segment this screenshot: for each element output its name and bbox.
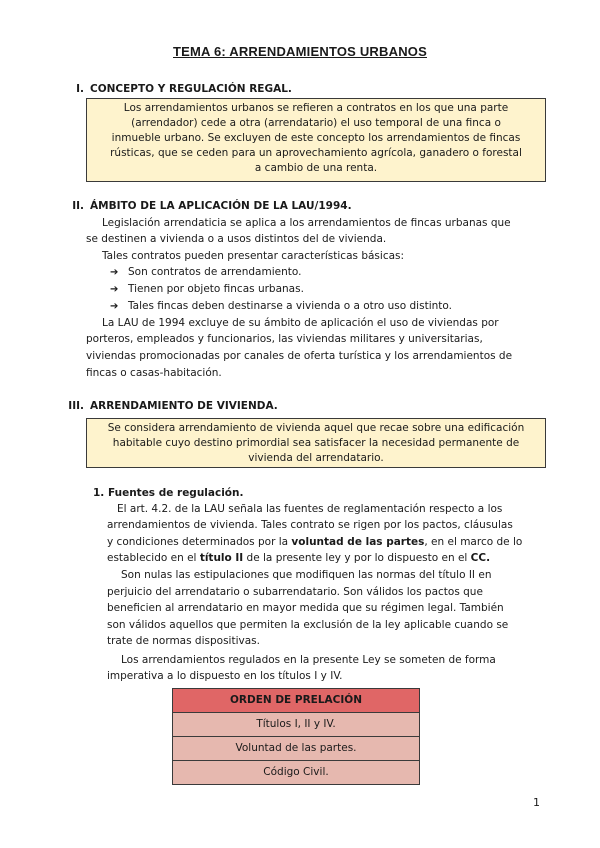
list-item-text: Son contratos de arrendamiento.: [128, 266, 302, 278]
paragraph-line: son válidos aquellos que permiten la exclusión de la ley aplicable cuando se: [107, 619, 509, 631]
paragraph-line: imperativa a lo dispuesto en los títulos I y IV.: [107, 670, 343, 682]
document-title: TEMA 6: ARRENDAMIENTOS URBANOS: [173, 44, 427, 59]
paragraph-line: perjuicio del arrendatario o subarrendatario. Son válidos los pactos que: [107, 586, 483, 598]
list-item: [110, 282, 304, 297]
paragraph-line: Tales contratos pueden presentar características básicas:: [102, 250, 405, 262]
section-2-heading: [62, 199, 352, 214]
page-number: 1: [533, 796, 540, 809]
paragraph-line: La LAU de 1994 excluye de su ámbito de aplicación el uso de viviendas por: [102, 317, 499, 329]
paragraph-line: Son nulas las estipulaciones que modifiquen las normas del título II en: [121, 569, 492, 581]
emphasis-text: voluntad de las partes: [291, 536, 425, 548]
paragraph-line: se destinen a vivienda o a usos distintos del de vivienda.: [86, 233, 387, 245]
section-2-title: ÁMBITO DE LA APLICACIÓN DE LA LAU/1994.: [90, 200, 352, 212]
list-item-text: Tales fincas deben destinarse a vivienda o a otro uso distinto.: [128, 300, 452, 312]
arrow-right-icon: ➔: [110, 301, 119, 312]
paragraph-line: fincas o casas-habitación.: [86, 367, 222, 379]
paragraph-line: porteros, empleados y funcionarios, las viviendas militares y universitarias,: [86, 333, 483, 345]
paragraph-line: beneficien al arrendatario en mayor medida que su régimen legal. También: [107, 602, 504, 614]
section-1-title: CONCEPTO Y REGULACIÓN REGAL.: [90, 83, 292, 95]
list-item: [110, 265, 301, 280]
section-1-heading: [62, 82, 292, 97]
emphasis-text: CC.: [470, 552, 491, 564]
paragraph-line: viviendas promocionadas por canales de oferta turística y los arrendamientos de: [86, 350, 513, 362]
precedence-table-row: Títulos I, II y IV.: [173, 713, 420, 737]
paragraph-line: [107, 535, 522, 550]
text-run: establecido en el: [107, 552, 200, 564]
precedence-table-row: Voluntad de las partes.: [173, 737, 420, 761]
paragraph-line: El art. 4.2. de la LAU señala las fuentes de reglamentación respecto a los: [117, 503, 503, 515]
housing-definition-box: [86, 418, 546, 468]
box-line: vivienda del arrendatario.: [248, 452, 384, 464]
section-3-title: ARRENDAMIENTO DE VIVIENDA.: [90, 400, 278, 412]
precedence-table-row: Código Civil.: [173, 761, 420, 785]
subsection-heading: 1. Fuentes de regulación.: [93, 487, 244, 499]
arrow-right-icon: ➔: [110, 284, 119, 295]
box-line: (arrendador) cede a otra (arrendatario) el uso temporal de una finca o: [131, 117, 501, 129]
section-2-number: II.: [72, 200, 84, 212]
box-line: a cambio de una renta.: [254, 162, 378, 174]
box-line: inmueble urbano. Se excluyen de este concepto los arrendamientos de fincas: [111, 132, 521, 144]
box-line: Los arrendamientos urbanos se refieren a contratos en los que una parte: [123, 102, 509, 114]
concept-definition-box: [86, 98, 546, 182]
section-3-heading: [62, 399, 278, 414]
paragraph-line: arrendamientos de vivienda. Tales contrato se rigen por los pactos, cláusulas: [107, 519, 513, 531]
box-line: rústicas, que se ceden para un aprovechamiento agrícola, ganadero o forestal: [110, 147, 522, 159]
arrow-right-icon: ➔: [110, 267, 119, 278]
paragraph-line: trate de normas dispositivas.: [107, 635, 260, 647]
section-1-number: I.: [76, 83, 84, 95]
text-run: , en el marco de lo: [424, 536, 523, 548]
paragraph-line: [107, 551, 490, 566]
text-run: de la presente ley y por lo dispuesto en el: [243, 552, 471, 564]
emphasis-text: título II: [199, 552, 244, 564]
section-3-number: III.: [68, 400, 84, 412]
paragraph-line: Los arrendamientos regulados en la presente Ley se someten de forma: [121, 654, 496, 666]
list-item: [110, 299, 452, 314]
precedence-table-header: ORDEN DE PRELACIÓN: [173, 689, 420, 713]
paragraph-line: Legislación arrendaticia se aplica a los arrendamientos de fincas urbanas que: [102, 217, 511, 229]
precedence-table: [172, 688, 420, 785]
box-line: habitable cuyo destino primordial sea satisfacer la necesidad permanente de: [112, 437, 520, 449]
text-run: y condiciones determinados por la: [107, 536, 292, 548]
list-item-text: Tienen por objeto fincas urbanas.: [128, 283, 304, 295]
box-line: Se considera arrendamiento de vivienda aquel que recae sobre una edificación: [107, 422, 525, 434]
